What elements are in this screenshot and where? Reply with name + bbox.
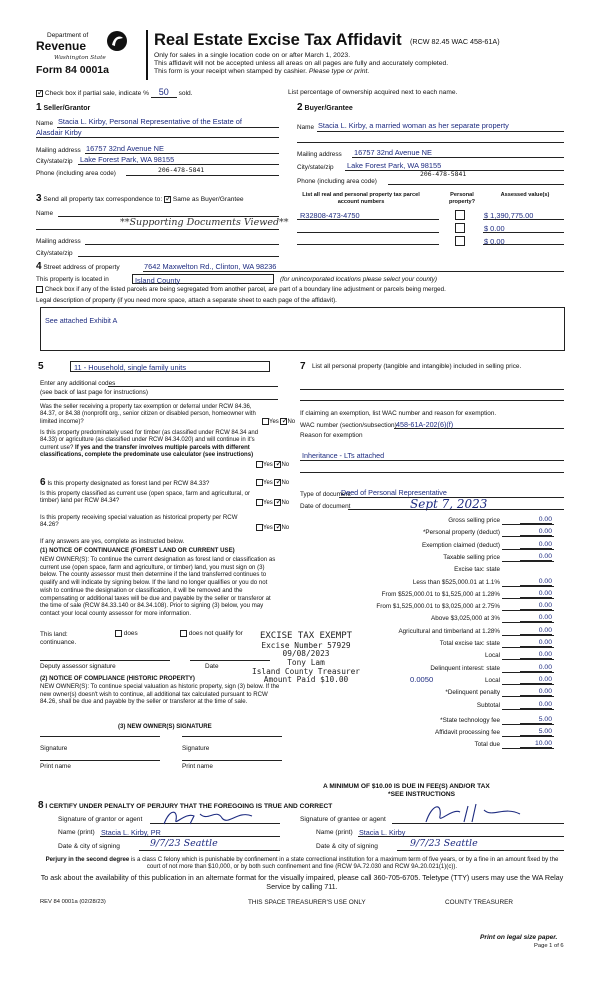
current-use-yes-checkbox[interactable] (256, 499, 263, 506)
doc-type-label: Type of document (300, 491, 351, 498)
partial-sale-checkbox[interactable] (36, 90, 43, 97)
seller-phone[interactable]: 206-478-5841 (158, 166, 205, 174)
does-checkbox[interactable] (115, 630, 122, 637)
deputy-date-label: Date (205, 663, 219, 670)
tax-row-label: Agricultural and timberland at 1.28% (398, 627, 500, 635)
supporting-docs-stamp: **Supporting Documents Viewed** (120, 217, 289, 228)
grantee-date-label: Date & city of signing (316, 843, 378, 850)
legal-paper-note: Print on legal size paper. (480, 934, 558, 941)
current-use-answer: Yes ✓ No (256, 499, 289, 506)
tax-row-label: *State technology fee (440, 716, 500, 724)
historic-yes-checkbox[interactable] (256, 524, 263, 531)
does-option: does (115, 630, 138, 637)
new-owner-signature-label-2: Signature (182, 745, 210, 752)
perjury-notice: Perjury in the second degree is a class C felony which is punishable by confinement in a state correctional institution for a maximum term of five years, or by a fine in an amount fixed by the court of not more than $10,000, or by both such confinement and fine (RCW 9A.72.030 and RCW 9A.20.021(1)(c)). (45, 856, 559, 871)
notice-continuance-body: NEW OWNER(S): To continue the current designation as forest land or classification as current use (open space, farm and agriculture, or timber) land, you must sign on (3) below. The county assessor must then determine if the land transferred continues to qualify and will indicate by signing below. If the land no longer qualifies or you do not wish to continue the designation or classification, it will be removed and the compensating or additional taxes will be due and payable by the seller or transferor at the time of sale (RCW 84.33.140 or 84.34.108). Prior to signing (3) below, you may contact your local county assessor for more information. (40, 556, 276, 618)
tax-row-label: Gross selling price (448, 517, 500, 524)
street-address[interactable]: 7642 Maxwelton Rd., Clinton, WA 98236 (144, 262, 277, 271)
grantor-signature-icon[interactable] (160, 806, 270, 828)
exemption-yes-checkbox[interactable] (262, 418, 269, 425)
assessed-value-3[interactable]: $ 0.00 (484, 237, 505, 246)
tax-row-value[interactable]: 0.00 (520, 516, 552, 524)
personal-property-col-header: Personal property? (448, 192, 476, 205)
seller-section-title: 1 Seller/Grantor (36, 102, 91, 113)
stamp-line-6: Amount Paid $10.00 (263, 675, 349, 685)
dept-line: Department of (47, 32, 89, 39)
tax-row-label: Taxable selling price (443, 553, 500, 561)
reason-label: Reason for exemption (300, 432, 363, 439)
doc-date[interactable]: Sept 7, 2023 (410, 497, 488, 511)
tax-row-label: From $1,525,000.01 to $3,025,000 at 2.75% (376, 603, 500, 611)
tax-row-value[interactable]: 0.00 (520, 639, 552, 647)
forest-answer: Yes ✓ No (256, 479, 289, 486)
legal-description-label: Legal description of property (if you need more space, attach a separate sheet to each page of the affidavit). (36, 297, 337, 304)
grantor-name-label: Name (print) (58, 829, 95, 836)
buyer-city-label: City/state/zip (297, 164, 334, 171)
availability-notice: To ask about the availability of this publication in an alternate format for the visually impaired, please call 360-705-6705. Teletype (TTY) users may use the WA Relay Service by calling 711. (40, 873, 564, 891)
tax-row-value[interactable]: 0.00 (520, 664, 552, 672)
exemption-answer: Yes ✓ No (262, 418, 295, 425)
tax-row-value[interactable]: 0.00 (520, 614, 552, 622)
timber-question: Is this property predominately used for timber (as classified under RCW 84.34 and 84.33) or agriculture (as classified under RCW 84.34.020) and will continue in it's current use? If yes and the transfer involves multiple parcels with different classifications, complete the predominate use calculator (see instructions) (40, 430, 259, 458)
tax-row-value[interactable]: 5.00 (520, 716, 552, 724)
tax-row-label: *Personal property (deduct) (422, 529, 500, 537)
exemption-question: Was the seller receiving a property tax exemption or deferral under RCW 84.36, 84.37, or 84.38 (nonprofit org., senior citizen or disabled person, homeowner with limited income)? (40, 404, 256, 425)
wac-number[interactable]: 458-61A-202(6)(f) (396, 420, 454, 429)
minimum-fee-note: A MINIMUM OF $10.00 IS DUE IN FEE(S) AND/OR TAX (323, 783, 490, 790)
tax-row-value[interactable]: 10.00 (520, 740, 552, 748)
this-land-label: This land: (40, 631, 68, 638)
seller-phone-label: Phone (including area code) (36, 170, 116, 177)
tax-row-value[interactable]: 5.00 (520, 728, 552, 736)
stamp-line-3: 09/08/2023 (282, 649, 330, 659)
tax-row-label: *Delinquent penalty (445, 689, 500, 697)
buyer-city[interactable]: Lake Forest Park, WA 98155 (347, 161, 442, 170)
assessed-value-1[interactable]: $ 1,390,775.00 (484, 211, 534, 220)
tax-row-value[interactable]: 0.00 (520, 701, 552, 709)
certify-row: 8 I CERTIFY UNDER PENALTY OF PERJURY THAT THE FOREGOING IS TRUE AND CORRECT (38, 800, 333, 811)
does-not-checkbox[interactable] (180, 630, 187, 637)
buyer-phone[interactable]: 206-478-5841 (420, 170, 467, 178)
historic-no-checkbox[interactable] (274, 524, 281, 531)
tax-row-label: Affidavit processing fee (435, 729, 500, 737)
tax-row-value[interactable]: 0.00 (520, 528, 552, 536)
local-rate[interactable]: 0.0050 (410, 675, 434, 684)
tax-row-label: From $525,000.01 to $1,525,000 at 1.28% (381, 590, 500, 598)
header-divider (146, 30, 148, 80)
if-any-note: If any answers are yes, complete as instructed below. (40, 538, 185, 545)
seller-name-line2[interactable]: Alasdair Kirby (36, 128, 82, 137)
tax-row-label: Total excise tax: state (439, 640, 500, 647)
stamp-line-5: Island County Treasurer (252, 666, 360, 676)
tax-row-label: Delinquent interest: state (430, 664, 500, 672)
buyer-mail[interactable]: 16757 32nd Avenue NE (354, 148, 432, 157)
current-use-no-checkbox[interactable] (274, 499, 281, 506)
forest-question: 6 Is this property designated as forest land per RCW 84.33? (40, 477, 210, 488)
tax-row-label: Total due (474, 741, 500, 749)
does-not-option: does not qualify for (180, 630, 243, 637)
exemption-no-checkbox[interactable] (280, 418, 287, 425)
grantee-name[interactable]: Stacia L. Kirby (359, 828, 406, 837)
notice-continuance-title: (1) NOTICE OF CONTINUANCE (FOREST LAND OR CURRENT USE) (40, 547, 235, 554)
header-notice-1: Only for sales in a single location code on or after March 1, 2023. (154, 52, 351, 59)
see-instructions-note: *SEE INSTRUCTIONS (388, 791, 456, 798)
form-title: Real Estate Excise Tax Affidavit (154, 31, 402, 49)
legal-description: See attached Exhibit A (45, 316, 118, 325)
new-owner-signature-label-1: Signature (40, 745, 68, 752)
header-notice-2: This affidavit will not be accepted unless all areas on all pages are fully and accurately completed. (154, 60, 449, 67)
continuance-label: continuance. (40, 639, 77, 646)
current-use-question: Is this property classified as current use (open space, farm and agricultural, or timber) land per RCW 84.34? (40, 490, 250, 505)
tax-row-label: Above $3,025,000 at 3% (431, 615, 500, 623)
partial-sale-percent[interactable]: 50 (151, 87, 177, 98)
buyer-name[interactable]: Stacia L. Kirby, a married woman as her separate property (318, 121, 509, 130)
segregated-checkbox[interactable] (36, 286, 43, 293)
tax-row-value[interactable]: 0.00 (520, 627, 552, 635)
list-pct-note: List percentage of ownership acquired next to each name. (288, 89, 458, 96)
additional-codes-label: Enter any additional codes (40, 380, 116, 387)
located-label: This property is located in (36, 276, 109, 283)
personal-property-label: List all personal property (tangible and intangible) included in selling price. (312, 363, 522, 370)
tax-row-label: Local (484, 652, 500, 660)
partial-sale-row: ✓ Check box if partial sale, indicate % 50 sold. (36, 87, 193, 98)
section7-num: 7 (300, 361, 306, 372)
county-treasurer-label: COUNTY TREASURER (445, 899, 513, 906)
buyer-phone-label: Phone (including area code) (297, 178, 377, 185)
stamp-line-2: Excise Number 57929 (261, 640, 351, 650)
personal-property-checkbox-2[interactable] (455, 223, 465, 233)
revenue-logo-icon (106, 30, 128, 52)
stamp-line-1: EXCISE TAX EXEMPT (259, 631, 353, 641)
tax-row-value[interactable]: 0.00 (520, 541, 552, 549)
notice-compliance-body: NEW OWNER(S): To continue special valuation as historic property, sign (3) below. If the new owner(s) doesn't wish to continue, all additional tax calculated pursuant to RCW 84.26, shall be due and payable by the seller or transferor at the time of sale. (40, 683, 280, 706)
grantor-date-label: Date & city of signing (58, 843, 120, 850)
tax-correspondence-row: 3 Send all property tax correspondence to: ✓ Same as Buyer/Grantee (36, 193, 244, 204)
new-owner-print-label-2: Print name (182, 763, 213, 770)
form-title-ref: (RCW 82.45 WAC 458-61A) (410, 37, 500, 46)
correspondence-city-label: City/state/zip (36, 250, 73, 257)
tax-row-value[interactable]: 0.00 (520, 602, 552, 610)
buyer-section-title: 2 Buyer/Grantee (297, 102, 353, 113)
section5-num: 5 (38, 361, 44, 372)
doc-type[interactable]: Deed of Personal Representative (341, 488, 447, 497)
grantor-name[interactable]: Stacia L. Kirby, PR (101, 828, 161, 837)
tax-row-label: Subtotal (476, 701, 500, 709)
seller-city-label: City/state/zip (36, 158, 73, 165)
doc-date-label: Date of document (300, 503, 351, 510)
grantee-signature-label: Signature of grantee or agent (300, 816, 386, 823)
tax-row-label: Exemption claimed (deduct) (421, 541, 500, 549)
personal-property-checkbox-1[interactable] (455, 210, 465, 220)
seller-city[interactable]: Lake Forest Park, WA 98155 (80, 155, 175, 164)
new-owner-print-label-1: Print name (40, 763, 71, 770)
tax-row-value[interactable]: 0.00 (520, 590, 552, 598)
tax-row-label: Local (484, 676, 500, 684)
assessed-value-2[interactable]: $ 0.00 (484, 224, 505, 233)
tax-row-value[interactable]: 0.00 (520, 676, 552, 684)
tax-row-value[interactable]: 0.00 (520, 553, 552, 561)
seller-mail[interactable]: 16757 32nd Avenue NE (86, 144, 164, 153)
exemption-claim-label: If claiming an exemption, list WAC number and reason for exemption. (300, 410, 497, 417)
forest-yes-checkbox[interactable] (256, 479, 263, 486)
personal-property-checkbox-3[interactable] (455, 236, 465, 246)
parcel-col-header: List all real and personal property tax parcel account numbers (302, 192, 420, 205)
assessed-value-col-header: Assessed value(s) (500, 192, 550, 198)
page-number: Page 1 of 6 (534, 943, 564, 949)
street-address-row: 4 Street address of property (36, 261, 120, 272)
parcel-number-1[interactable]: R32808-473-4750 (300, 211, 360, 220)
historic-question: Is this property receiving special valuation as historical property per RCW 84.26? (40, 514, 238, 529)
see-list-label: (see back of last page for instructions) (40, 389, 148, 396)
buyer-name-label: Name (297, 124, 315, 131)
seller-name-label: Name (36, 120, 54, 127)
grantee-name-label: Name (print) (316, 829, 353, 836)
timber-answer: Yes ✓ No (256, 461, 289, 468)
wac-label: WAC number (section/subsection) (300, 422, 397, 429)
deputy-signature-label: Deputy assessor signature (40, 663, 116, 670)
grantee-signature-icon[interactable] (420, 800, 540, 826)
grantee-date-city[interactable]: 9/7/23 Seattle (410, 838, 478, 849)
segregated-row: Check box if any of the listed parcels are being segregated from another parcel, are part of a boundary line adjustment or parcels being merged. (36, 286, 446, 293)
use-code-select[interactable]: 11 - Household, single family units (70, 361, 270, 372)
same-as-buyer-checkbox[interactable] (164, 196, 171, 203)
new-owner-signature-title: (3) NEW OWNER(S) SIGNATURE (118, 723, 212, 730)
form-number: Form 84 0001a (36, 64, 109, 76)
historic-answer: Yes ✓ No (256, 524, 289, 531)
stamp-line-4: Tony Lam (287, 658, 325, 668)
notice-compliance-title: (2) NOTICE OF COMPLIANCE (HISTORIC PROPERTY) (40, 675, 195, 682)
correspondence-mail-label: Mailing address (36, 238, 81, 245)
dept-state: Washington State (54, 55, 106, 61)
treasurer-space-label: THIS SPACE TREASURER'S USE ONLY (248, 899, 366, 906)
tax-row-label: Excise tax: state (454, 566, 500, 574)
grantor-signature-label: Signature of grantor or agent (58, 816, 143, 823)
forest-no-checkbox[interactable] (274, 479, 281, 486)
tax-row-value[interactable]: 0.00 (520, 578, 552, 586)
excise-stamp (246, 632, 366, 685)
legal-description-box[interactable] (40, 307, 565, 351)
timber-yes-checkbox[interactable] (256, 461, 263, 468)
county-select[interactable]: Island County (132, 274, 274, 284)
rev-number: REV 84 0001a (02/28/23) (40, 899, 106, 905)
tax-row-value[interactable]: 0.00 (520, 688, 552, 696)
dept-name: Revenue (36, 39, 87, 53)
tax-row-label: Less than $525,000.01 at 1.1% (412, 578, 500, 586)
timber-no-checkbox[interactable] (274, 461, 281, 468)
tax-row-value[interactable]: 0.00 (520, 651, 552, 659)
header-notice-3: This form is your receipt when stamped by cashier. Please type or print. (154, 68, 370, 75)
buyer-mail-label: Mailing address (297, 151, 342, 158)
grantor-date-city[interactable]: 9/7/23 Seattle (150, 838, 218, 849)
seller-name-line1[interactable]: Stacia L. Kirby, Personal Representative of the Estate of (58, 117, 242, 126)
unincorporated-note: (for unincorporated locations please select your county) (280, 276, 438, 283)
seller-mail-label: Mailing address (36, 147, 81, 154)
exemption-reason[interactable]: Inheritance - LTs attached (302, 451, 385, 460)
correspondence-name-label: Name (36, 210, 54, 217)
